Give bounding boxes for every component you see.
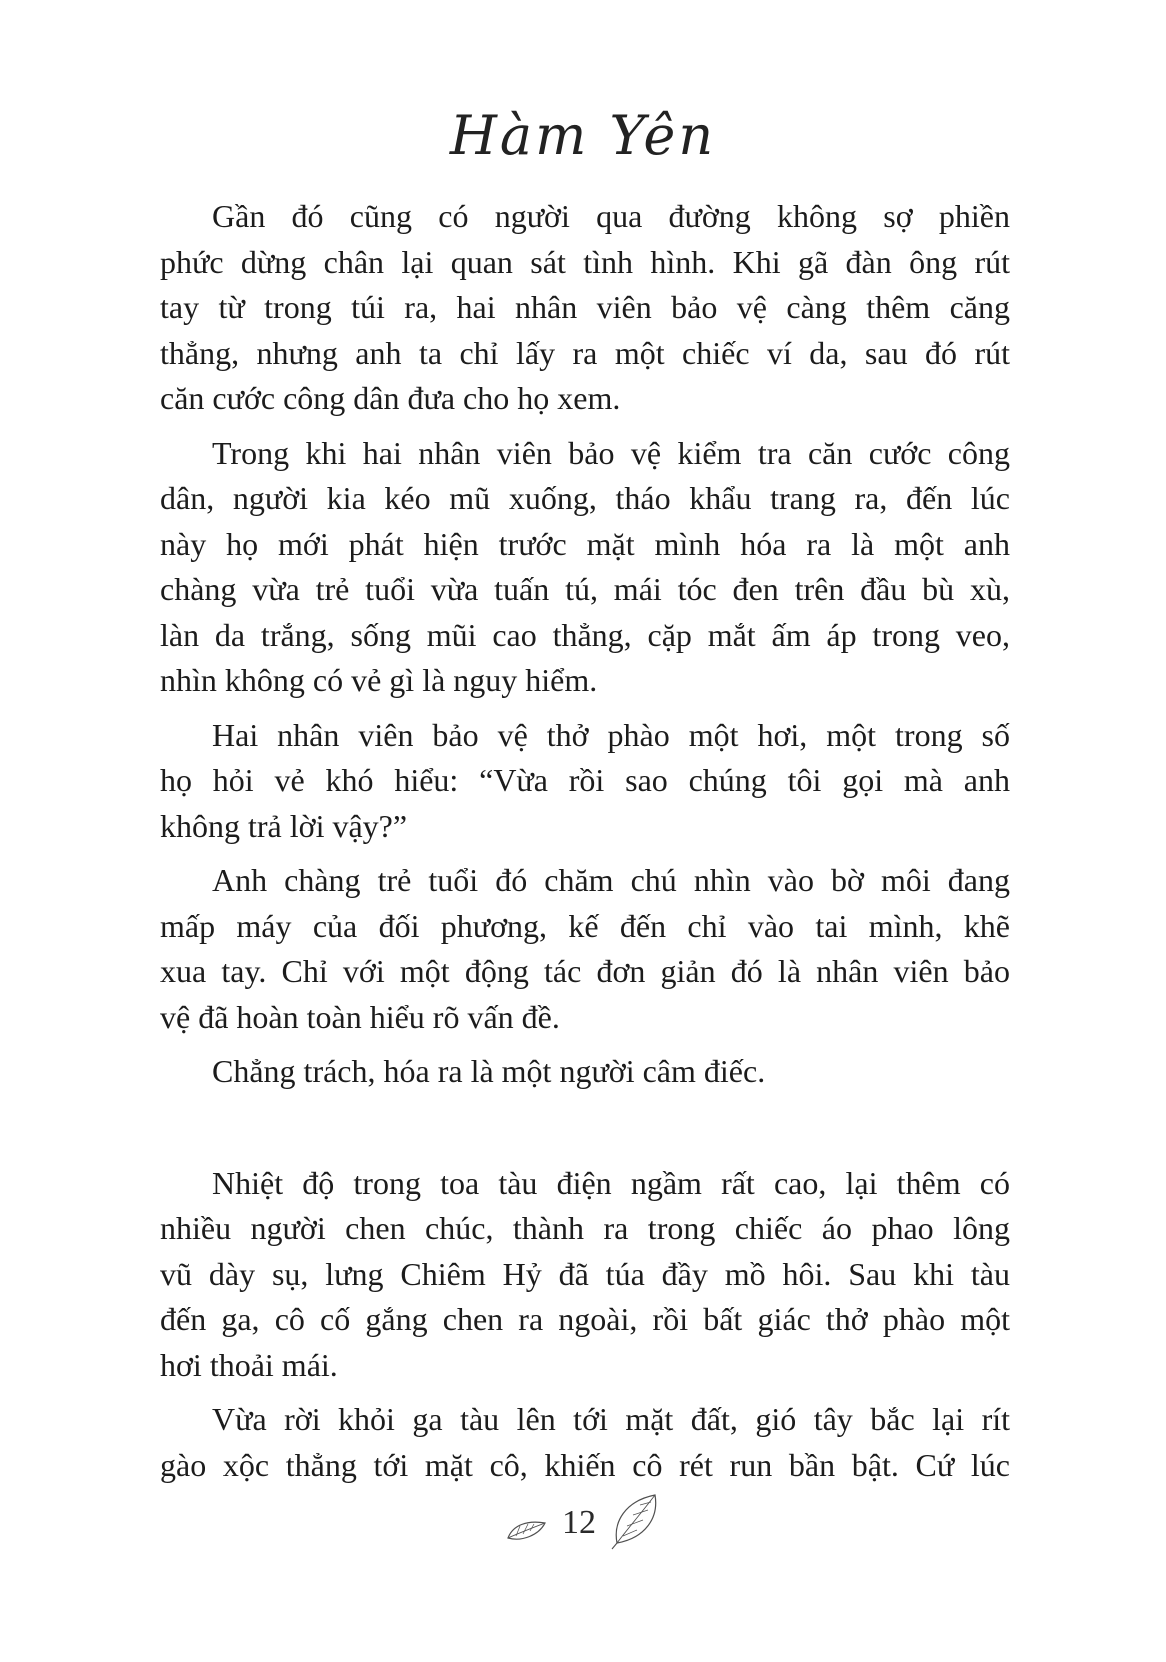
text-block [160, 194, 1010, 1497]
leaf-large-icon [610, 1492, 662, 1550]
text-line: làn da trắng, sống mũi cao thẳng, cặp mắt ấm áp trong veo, [160, 616, 1010, 653]
text-line: Gần đó cũng có người qua đường không sợ phiền [212, 198, 1010, 234]
text-line: mấp máy của đối phương, kế đến chỉ vào tai mình, khẽ [160, 907, 1010, 944]
text-line: chàng vừa trẻ tuổi vừa tuấn tú, mái tóc đen trên đầu bù xù, [160, 571, 1010, 607]
text-line: Trong khi hai nhân viên bảo vệ kiểm tra căn cước công [212, 434, 1010, 471]
text-line: nhiều người chen chúc, thành ra trong chiếc áo phao lông [160, 1210, 1010, 1246]
text-line: hơi thoải mái. [160, 1346, 338, 1383]
paragraph [160, 431, 1010, 704]
text-line: này họ mới phát hiện trước mặt mình hóa ra là một anh [160, 525, 1010, 562]
text-line: Nhiệt độ trong toa tàu điện ngầm rất cao, lại thêm có [212, 1164, 1010, 1201]
text-line: xua tay. Chỉ với một động tác đơn giản đó là nhân viên bảo [160, 953, 1010, 989]
text-line: dân, người kia kéo mũ xuống, tháo khẩu trang ra, đến lúc [160, 480, 1010, 516]
text-line: vệ đã hoàn toàn hiểu rõ vấn đề. [160, 998, 560, 1035]
text-line: nhìn không có vẻ gì là nguy hiểm. [160, 662, 598, 698]
paragraph [160, 713, 1010, 850]
paragraph [160, 1161, 1010, 1389]
text-line: căn cước công dân đưa cho họ xem. [160, 380, 621, 416]
text-line: Hai nhân viên bảo vệ thở phào một hơi, một trong số [212, 716, 1010, 753]
text-line: tay từ trong túi ra, hai nhân viên bảo vệ càng thêm căng [160, 289, 1010, 325]
text-line: Vừa rời khỏi ga tàu lên tới mặt đất, gió tây bắc lại rít [212, 1401, 1010, 1437]
page-number: 12 [562, 1504, 596, 1541]
paragraph [160, 194, 1010, 422]
page-footer [0, 1496, 1166, 1550]
text-line: Chẳng trách, hóa ra là một người câm điếc. [212, 1053, 766, 1089]
text-line: đến ga, cô cố gắng chen ra ngoài, rồi bất giác thở phào một [160, 1301, 1010, 1337]
text-line: không trả lời vậy?” [160, 807, 408, 844]
text-line: họ hỏi vẻ khó hiểu: “Vừa rồi sao chúng tôi gọi mà anh [160, 762, 1010, 798]
text-line: phức dừng chân lại quan sát tình hình. Khi gã đàn ông rút [160, 243, 1010, 280]
text-line: vũ dày sụ, lưng Chiêm Hỷ đã túa đầy mồ hôi. Sau khi tàu [160, 1255, 1010, 1292]
text-line: gào xộc thẳng tới mặt cô, khiến cô rét run bần bật. Cứ lúc [160, 1446, 1010, 1483]
paragraph [160, 858, 1010, 1040]
paragraph [160, 1397, 1010, 1488]
text-line: thẳng, nhưng anh ta chỉ lấy ra một chiếc ví da, sau đó rút [160, 334, 1010, 371]
leaf-small-icon [504, 1516, 548, 1546]
text-line: Anh chàng trẻ tuổi đó chăm chú nhìn vào bờ môi đang [212, 862, 1010, 898]
paragraph [160, 1049, 1010, 1095]
running-head: Hàm Yên [449, 104, 717, 167]
